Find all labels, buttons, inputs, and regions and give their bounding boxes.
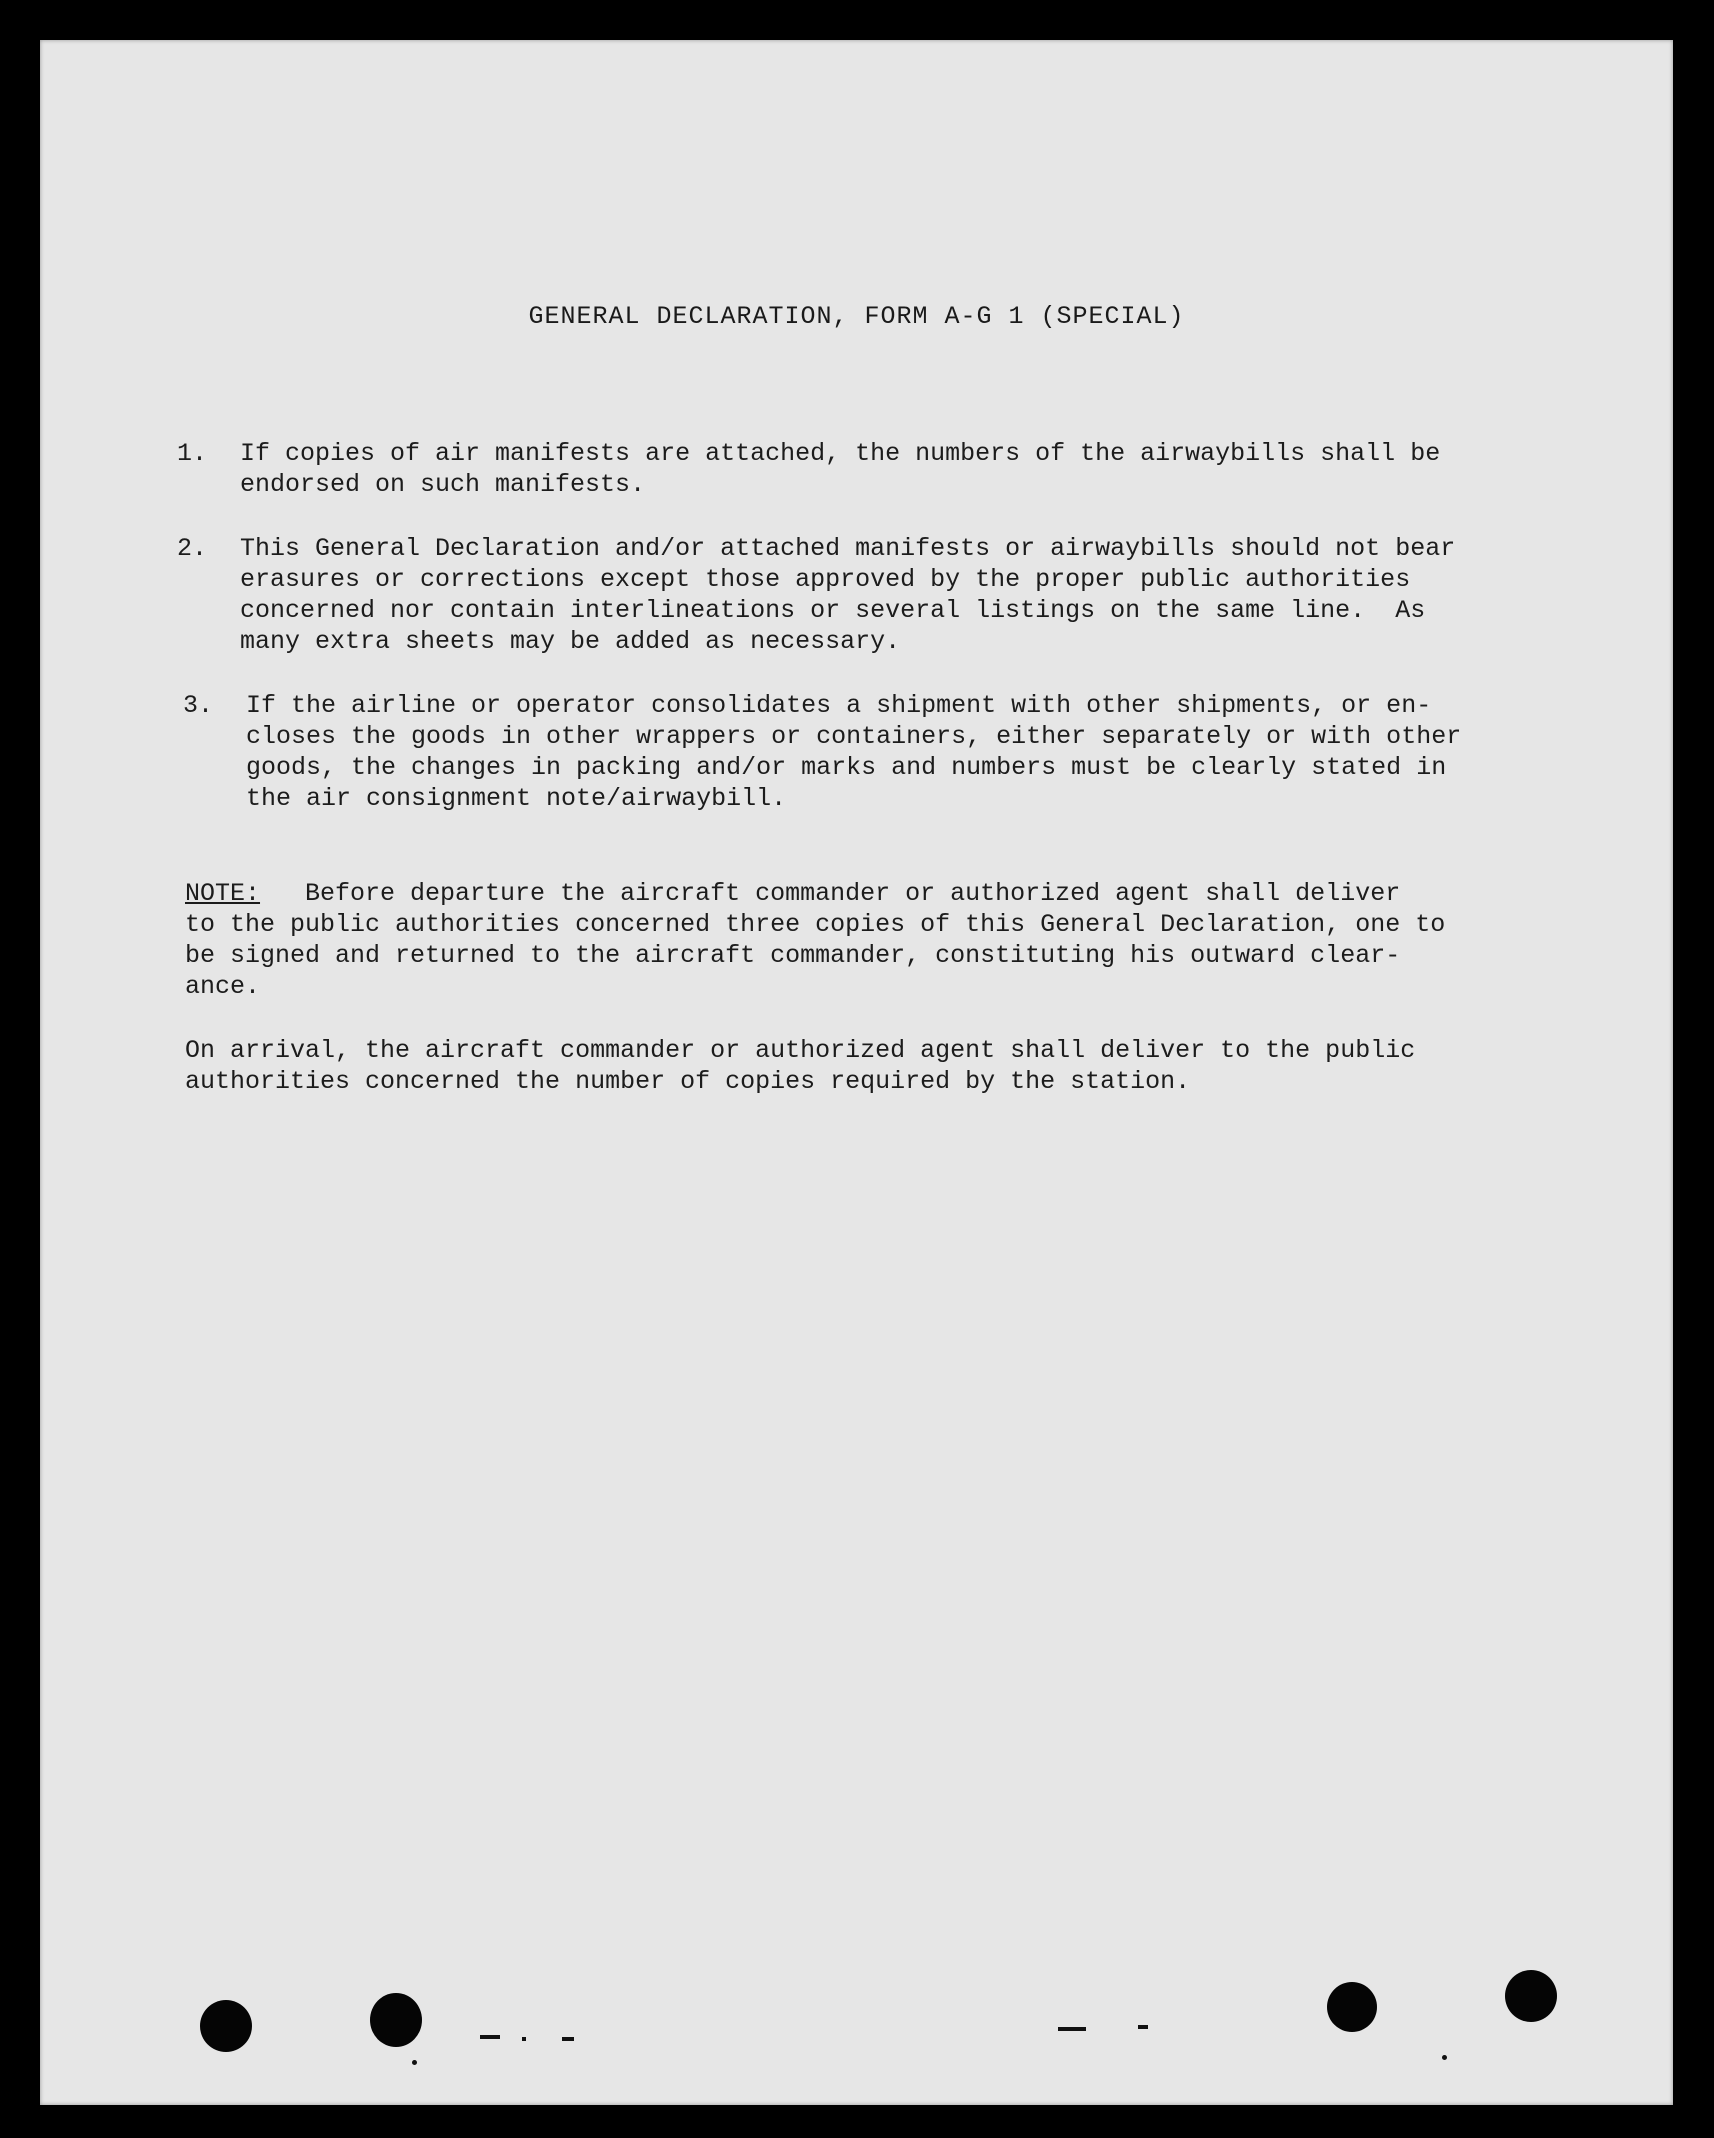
punch-hole [370,1993,422,2047]
text-line: many extra sheets may be added as necessary. [240,627,901,656]
note-label: NOTE: [185,879,261,908]
item-number: 2. [177,534,208,563]
arrival-paragraph [185,1035,1565,1097]
punch-hole [1327,1982,1377,2032]
text-line: the air consignment note/airwaybill. [246,784,787,813]
ink-speck [562,2037,574,2041]
ink-speck [1442,2055,1447,2060]
item-number: 1. [177,439,208,468]
text-line: ance. [185,972,261,1001]
text-line: If the airline or operator consolidates a shipment with other shipments, or en- [246,691,1432,720]
text-line: endorsed on such manifests. [240,470,646,499]
text-line: to the public authorities concerned three copies of this General Declaration, one to [185,910,1446,939]
ink-speck [412,2060,417,2065]
text-line: This General Declaration and/or attached manifests or airwaybills should not bear [240,534,1456,563]
text-line: concerned nor contain interlineations or several listings on the same line. As [240,596,1426,625]
text-line: If copies of air manifests are attached, the numbers of the airwaybills shall be [240,439,1441,468]
ink-speck [480,2035,500,2039]
document-page [40,40,1673,2105]
item-text [240,438,1515,500]
text-line: be signed and returned to the aircraft commander, constituting his outward clear- [185,941,1401,970]
item-text [240,533,1515,657]
item-text [246,690,1521,814]
text-line: erasures or corrections except those approved by the proper public authorities [240,565,1411,594]
ink-speck [1138,2025,1148,2029]
note-first-line-text: Before departure the aircraft commander or authorized agent shall deliver [260,879,1401,908]
text-line: goods, the changes in packing and/or marks and numbers must be clearly stated in [246,753,1447,782]
ink-speck [522,2037,526,2041]
note-first-line [185,878,1565,909]
document-title: GENERAL DECLARATION, FORM A-G 1 (SPECIAL) [528,302,1185,331]
text-line: closes the goods in other wrappers or containers, either separately or with other [246,722,1462,751]
punch-hole [1505,1970,1557,2022]
note-paragraph [185,878,1565,1002]
text-line: On arrival, the aircraft commander or authorized agent shall deliver to the public [185,1036,1416,1065]
ink-speck [1058,2027,1086,2031]
item-number: 3. [183,691,214,720]
text-line: authorities concerned the number of copies required by the station. [185,1067,1191,1096]
punch-hole [200,2000,252,2052]
